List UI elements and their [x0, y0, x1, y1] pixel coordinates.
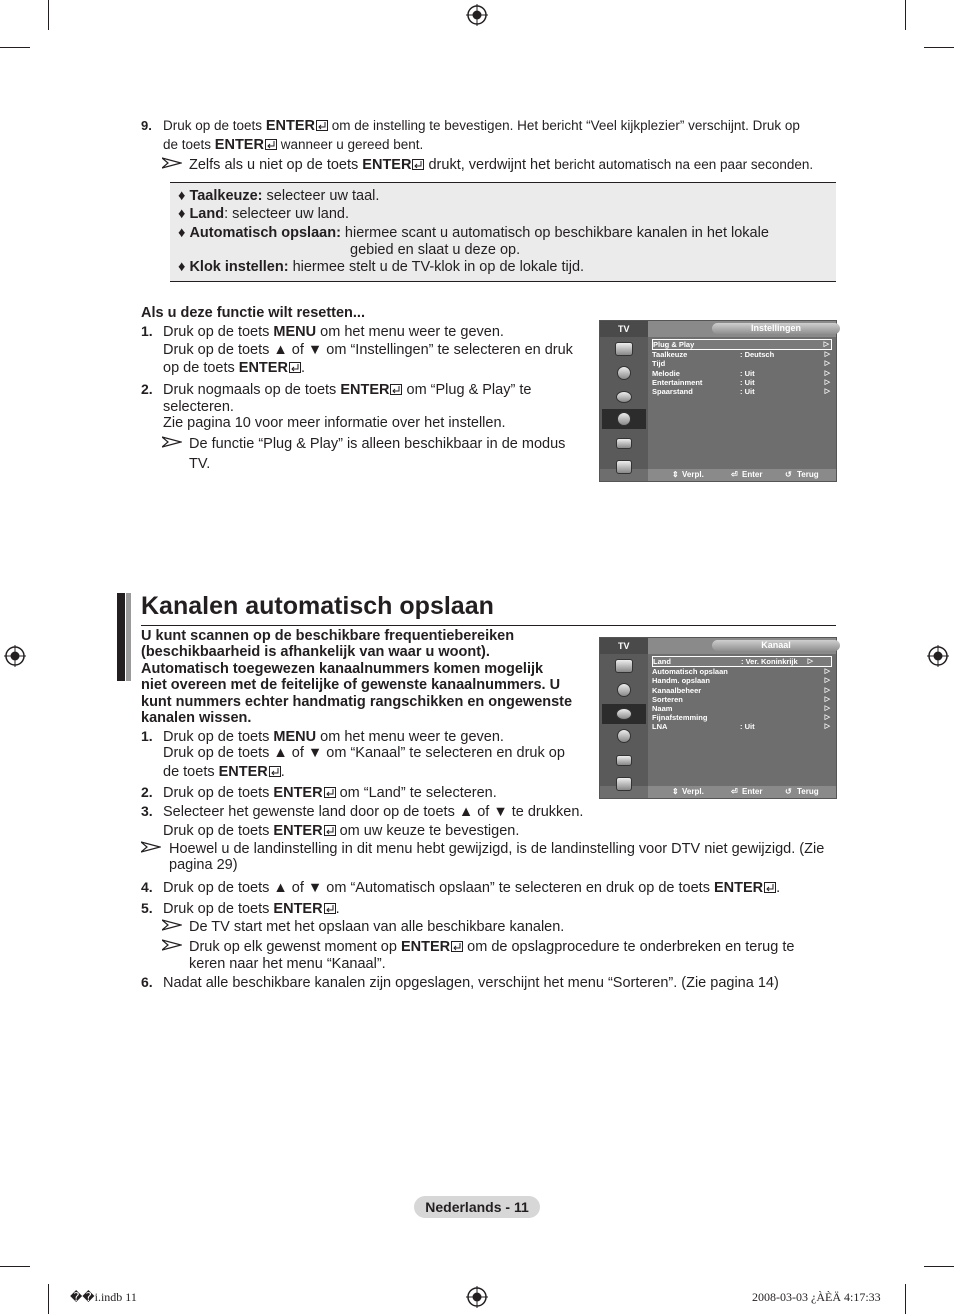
enter-icon [265, 139, 277, 150]
move-icon: ⇕ [672, 787, 679, 796]
reset-note-line1: De functie “Plug & Play” is alleen beschikbaar in de modus [189, 436, 566, 452]
osd-footer [648, 469, 836, 481]
osd-list [652, 656, 832, 732]
sound-menu-icon[interactable] [602, 680, 646, 700]
heading-bar [117, 593, 125, 681]
step5-line: Druk op de toets ENTER . [163, 901, 340, 917]
section-title: Kanalen automatisch opslaan [141, 592, 494, 620]
osd-row[interactable]: LNA : Uit ▷ [652, 722, 830, 732]
osd-footer [648, 786, 836, 798]
land-note-line1: Hoewel u de landinstelling in dit menu hebt gewijzigd, is de landinstelling voor DTV niet gewijzigd. (Zie [169, 841, 825, 857]
osd-title: Instellingen [712, 323, 840, 334]
enter-icon [412, 159, 424, 170]
note-arrow-icon [162, 919, 182, 931]
print-slug-left: ��i.indb 11 [70, 1290, 137, 1304]
step-number: 3. [141, 803, 153, 819]
picture-menu-icon[interactable] [602, 656, 646, 676]
osd-title: Kanaal [712, 640, 840, 651]
osd-row[interactable]: Spaarstand : Uit ▷ [652, 386, 830, 396]
note-arrow-icon [162, 157, 182, 169]
step3-line2: Druk op de toets ENTER om uw keuze te bevestigen. [163, 823, 520, 839]
note-arrow-icon [141, 841, 161, 853]
osd-foot-enter: Enter [742, 787, 763, 796]
page-number-badge: Nederlands - 11 [414, 1196, 540, 1218]
osd-menu-kanaal [599, 637, 837, 799]
channel-menu-icon[interactable] [602, 704, 646, 724]
registration-mark-icon [927, 645, 949, 667]
enter-icon [390, 384, 402, 395]
reset-step1-line2: Druk op de toets ▲ of ▼ om “Instellingen” te selecteren en druk [163, 342, 573, 358]
osd-row[interactable]: Kanaalbeheer ▷ [652, 685, 830, 695]
osd-row[interactable]: Handm. opslaan ▷ [652, 676, 830, 686]
application-menu-icon[interactable] [602, 774, 646, 794]
step1-line3: de toets ENTER . [163, 764, 285, 780]
channel-menu-icon[interactable] [602, 387, 646, 407]
crop-mark [0, 47, 30, 48]
application-menu-icon[interactable] [602, 457, 646, 477]
osd-row[interactable]: Land : Ver. Koninkrijk ▷ [652, 656, 832, 667]
info-line-land: ♦ Land: selecteer uw land. [178, 206, 350, 222]
osd-tv-label: TV [600, 321, 648, 337]
step9-line2: de toets ENTER wanneer u gereed bent. [163, 137, 424, 153]
reset-step1-line1: Druk op de toets MENU om het menu weer te geven. [163, 324, 504, 340]
step-number: 2. [141, 784, 153, 800]
note-arrow-icon [162, 939, 182, 951]
reset-heading: Als u deze functie wilt resetten... [141, 305, 365, 321]
osd-row[interactable]: Sorteren ▷ [652, 694, 830, 704]
info-box [170, 182, 836, 282]
setup-menu-icon[interactable] [602, 726, 646, 746]
reset-step2-line3: Zie pagina 10 voor meer informatie over het instellen. [163, 415, 506, 431]
sound-menu-icon[interactable] [602, 363, 646, 383]
enter-icon [269, 766, 281, 777]
osd-row[interactable]: Automatisch opslaan ▷ [652, 667, 830, 677]
osd-row[interactable]: Tijd ▷ [652, 359, 830, 369]
enter-icon [324, 787, 336, 798]
step-number: 4. [141, 879, 153, 895]
crop-mark [924, 1266, 954, 1267]
step-number: 2. [141, 381, 153, 397]
input-menu-icon[interactable] [602, 433, 646, 453]
crop-mark [905, 1284, 906, 1314]
osd-row[interactable]: Entertainment : Uit ▷ [652, 377, 830, 387]
step5-note2-line2: keren naar het menu “Kanaal”. [189, 956, 386, 972]
move-icon: ⇕ [672, 470, 679, 479]
osd-foot-back: Terug [797, 470, 819, 479]
osd-foot-move: Verpl. [682, 470, 704, 479]
osd-foot-enter: Enter [742, 470, 763, 479]
osd-foot-move: Verpl. [682, 787, 704, 796]
step-number: 9. [141, 118, 152, 133]
osd-list [652, 339, 832, 396]
step9-note: Zelfs als u niet op de toets ENTER drukt, verdwijnt het bericht automatisch na een paar seconden. [189, 157, 814, 173]
reset-note-line2: TV. [189, 456, 211, 472]
setup-menu-icon[interactable] [602, 409, 646, 429]
osd-row[interactable]: Naam ▷ [652, 703, 830, 713]
enter-icon: ⏎ [731, 787, 738, 796]
print-slug-right: 2008-03-03 ¿ÀÈÄ 4:17:33 [752, 1290, 881, 1304]
osd-row[interactable]: Fijnafstemming ▷ [652, 713, 830, 723]
step9-line1: Druk op de toets ENTER om de instelling te bevestigen. Het bericht “Veel kijkplezier” verschijnt. Druk op [163, 118, 800, 134]
step1-line1: Druk op de toets MENU om het menu weer te geven. [163, 729, 504, 745]
registration-mark-icon [466, 4, 488, 26]
osd-menu-instellingen [599, 320, 837, 482]
registration-mark-icon [466, 1286, 488, 1308]
enter-icon [324, 903, 336, 914]
osd-row[interactable]: Taalkeuze : Deutsch ▷ [652, 350, 830, 360]
note-arrow-icon [162, 436, 182, 448]
step-number: 6. [141, 974, 153, 990]
reset-step2-line1: Druk nogmaals op de toets ENTER om “Plug & Play” te [163, 382, 532, 398]
crop-mark [924, 47, 954, 48]
crop-mark [48, 1284, 49, 1314]
osd-tv-label: TV [600, 638, 648, 654]
step6-line: Nadat alle beschikbare kanalen zijn opgeslagen, verschijnt het menu “Sorteren”. (Zie pagina 14) [163, 975, 779, 991]
info-line-automatisch: ♦ Automatisch opslaan: hiermee scant u automatisch op beschikbare kanalen in het lokale [178, 225, 769, 241]
heading-bar-shade [126, 593, 131, 681]
step-number: 1. [141, 728, 153, 744]
enter-icon: ⏎ [731, 470, 738, 479]
enter-icon [764, 882, 776, 893]
step3-line1: Selecteer het gewenste land door op de toets ▲ of ▼ te drukken. [163, 804, 584, 820]
osd-row[interactable]: Plug & Play ▷ [652, 339, 832, 350]
input-menu-icon[interactable] [602, 750, 646, 770]
picture-menu-icon[interactable] [602, 339, 646, 359]
return-icon: ↺ [785, 787, 792, 796]
step-number: 5. [141, 900, 153, 916]
reset-step1-line3: op de toets ENTER . [163, 360, 305, 376]
land-note-line2: pagina 29) [169, 857, 238, 873]
osd-row[interactable]: Melodie : Uit ▷ [652, 368, 830, 378]
info-line-automatisch-cont: gebied en slaat u deze op. [350, 242, 521, 258]
osd-sidebar [600, 654, 648, 786]
step5-note2-line1: Druk op elk gewenst moment op ENTER om de opslagprocedure te onderbreken en terug te [189, 939, 795, 955]
section-intro: U kunt scannen op de beschikbare frequentiebereiken (beschikbaarheid is afhankelijk van waar u woont). Automatisch toegewezen kanaalnummers komen mogelijk niet overeen met de feitelijke of gewenste kanaalnummers. U kunt nummers echter handmatig rangschikken en ongewenste kanalen wissen. [141, 628, 573, 727]
step-number: 1. [141, 323, 153, 339]
step4-line: Druk op de toets ▲ of ▼ om “Automatisch opslaan” te selecteren en druk op de toets ENTER . [163, 880, 781, 896]
osd-foot-back: Terug [797, 787, 819, 796]
step5-note1: De TV start met het opslaan van alle beschikbare kanalen. [189, 919, 565, 935]
heading-rule [141, 625, 836, 626]
registration-mark-icon [4, 645, 26, 667]
enter-icon [289, 362, 301, 373]
reset-step2-line2: selecteren. [163, 399, 234, 415]
step2-line: Druk op de toets ENTER om “Land” te selecteren. [163, 785, 497, 801]
return-icon: ↺ [785, 470, 792, 479]
crop-mark [0, 1266, 30, 1267]
step1-line2: Druk op de toets ▲ of ▼ om “Kanaal” te selecteren en druk op [163, 745, 565, 761]
crop-mark [48, 0, 49, 30]
enter-icon [324, 825, 336, 836]
enter-icon [316, 120, 328, 131]
info-line-taalkeuze: ♦ Taalkeuze: selecteer uw taal. [178, 188, 380, 204]
info-line-klok: ♦ Klok instellen: hiermee stelt u de TV-klok in op de lokale tijd. [178, 259, 585, 275]
crop-mark [905, 0, 906, 30]
osd-sidebar [600, 337, 648, 469]
enter-icon [451, 941, 463, 952]
